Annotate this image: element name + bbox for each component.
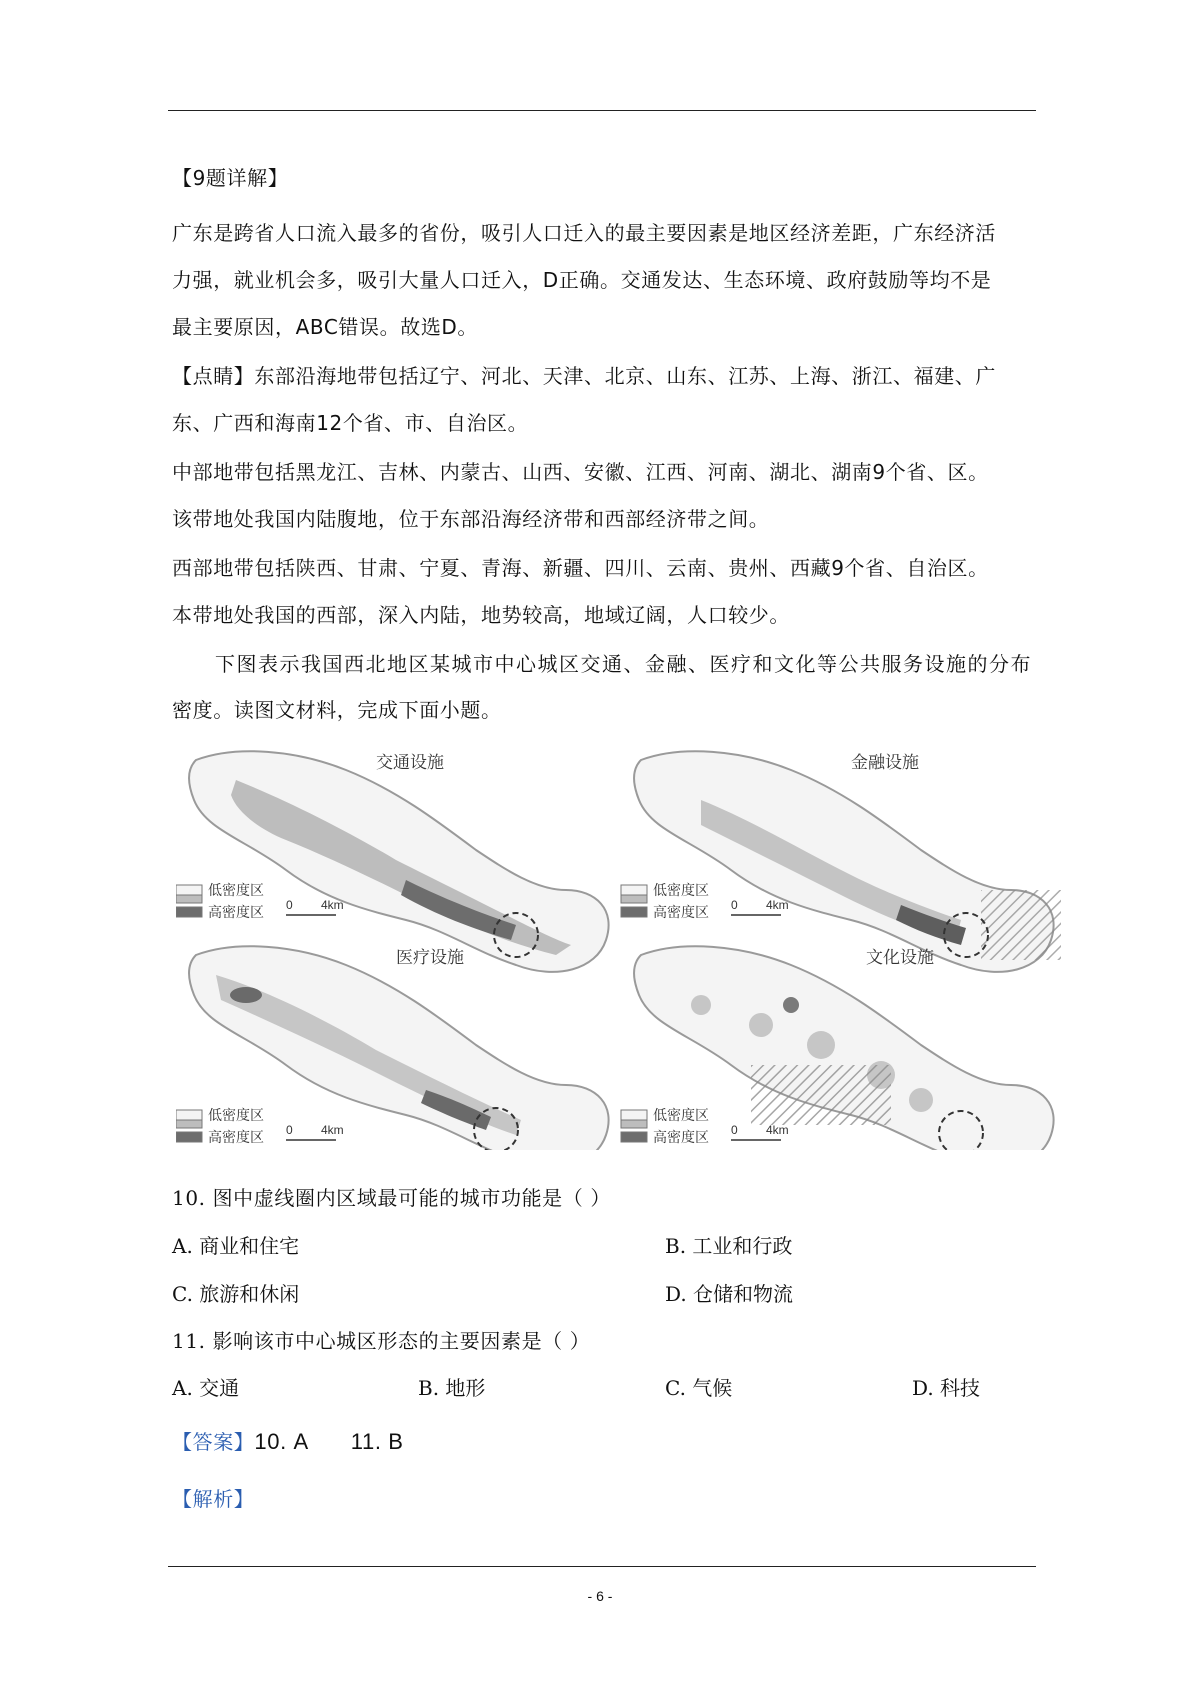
- q10-stem: 10. 图中虚线圈内区域最可能的城市功能是（ ）: [172, 1186, 611, 1210]
- answer-row: [172, 1428, 404, 1456]
- q9-para-line-1: 广东是跨省人口流入最多的省份，吸引人口迁入的最主要因素是地区经济差距，广东经济活: [172, 221, 996, 245]
- legend-low-label: 低密度区: [208, 1108, 264, 1124]
- panel-title-traffic: 交通设施: [376, 753, 444, 773]
- western-line-1: 西部地带包括陕西、甘肃、宁夏、青海、新疆、四川、云南、贵州、西藏9个省、自治区。: [172, 556, 989, 580]
- q11-option-b[interactable]: B. 地形: [418, 1376, 486, 1400]
- central-line-2: 该带地处我国内陆腹地，位于东部沿海经济带和西部经济带之间。: [172, 507, 770, 531]
- q10-option-a[interactable]: A. 商业和住宅: [172, 1234, 300, 1258]
- tip-line-1: 【点睛】东部沿海地带包括辽宁、河北、天津、北京、山东、江苏、上海、浙江、福建、广: [172, 364, 996, 388]
- facility-density-figure: [176, 740, 1096, 1150]
- scale-label: 4km: [321, 1123, 344, 1137]
- scale-zero: 0: [731, 1123, 738, 1137]
- map-panel-traffic: [189, 751, 609, 972]
- panel-title-culture: 文化设施: [866, 948, 934, 968]
- q11-option-c[interactable]: C. 气候: [665, 1376, 733, 1400]
- scale-zero: 0: [286, 898, 293, 912]
- answer-value-10: 10. A: [254, 1429, 309, 1454]
- intro-line-1: 下图表示我国西北地区某城市中心城区交通、金融、医疗和文化等公共服务设施的分布: [215, 652, 1032, 676]
- intro-line-2: 密度。读图文材料，完成下面小题。: [172, 698, 502, 722]
- panel-title-finance: 金融设施: [851, 753, 919, 773]
- footer-rule: [168, 1566, 1036, 1567]
- scale-label: 4km: [321, 898, 344, 912]
- legend-high-label: 高密度区: [653, 1130, 709, 1146]
- analysis-label: 【解析】: [172, 1487, 255, 1511]
- q10-option-d[interactable]: D. 仓储和物流: [665, 1282, 794, 1306]
- legend-low-label: 低密度区: [208, 883, 264, 899]
- central-line-1: 中部地带包括黑龙江、吉林、内蒙古、山西、安徽、江西、河南、湖北、湖南9个省、区。: [172, 460, 989, 484]
- legend-bottom-left: [176, 1107, 344, 1146]
- legend-high-label: 高密度区: [208, 1130, 264, 1146]
- q9-para-line-3: 最主要原因，ABC错误。故选D。: [172, 315, 479, 339]
- scale-zero: 0: [731, 898, 738, 912]
- q11-option-d[interactable]: D. 科技: [912, 1376, 981, 1400]
- header-rule: [168, 110, 1036, 111]
- panel-title-medical: 医疗设施: [396, 948, 464, 968]
- answer-label: 【答案】: [172, 1430, 255, 1454]
- scale-label: 4km: [766, 898, 789, 912]
- legend-low-label: 低密度区: [653, 1108, 709, 1124]
- legend-high-label: 高密度区: [208, 905, 264, 921]
- q10-option-c[interactable]: C. 旅游和休闲: [172, 1282, 300, 1306]
- scale-zero: 0: [286, 1123, 293, 1137]
- q9-detail-heading: 【9题详解】: [172, 166, 289, 190]
- legend-high-label: 高密度区: [653, 905, 709, 921]
- tip-line-2: 东、广西和海南12个省、市、自治区。: [172, 411, 529, 435]
- answer-value-11: 11. B: [350, 1429, 404, 1454]
- map-panel-finance: [634, 751, 1061, 972]
- legend-low-label: 低密度区: [653, 883, 709, 899]
- figure-svg: [176, 740, 1096, 1150]
- q10-option-b[interactable]: B. 工业和行政: [665, 1234, 793, 1258]
- q11-stem: 11. 影响该市中心城区形态的主要因素是（ ）: [172, 1329, 591, 1353]
- scale-label: 4km: [766, 1123, 789, 1137]
- page-number: - 6 -: [587, 1588, 613, 1604]
- q11-option-a[interactable]: A. 交通: [172, 1376, 240, 1400]
- western-line-2: 本带地处我国的西部，深入内陆，地势较高，地域辽阔，人口较少。: [172, 603, 790, 627]
- q9-para-line-2: 力强，就业机会多，吸引大量人口迁入，D正确。交通发达、生态环境、政府鼓励等均不是: [172, 268, 992, 292]
